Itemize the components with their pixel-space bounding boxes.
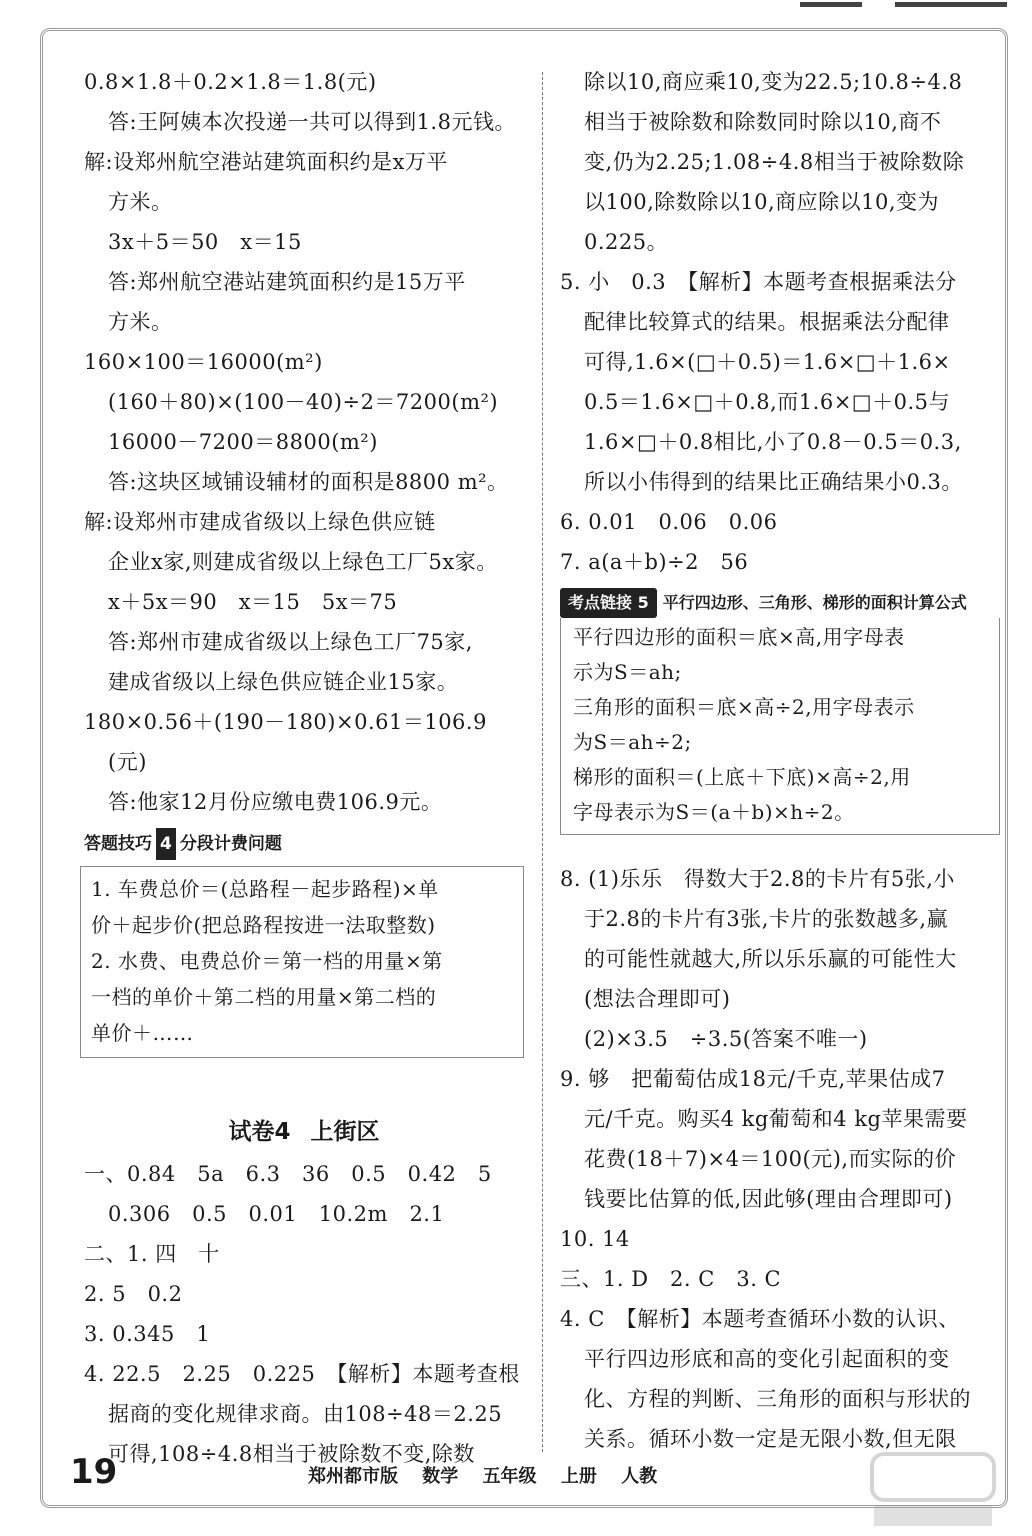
answer-line: 平行四边形底和高的变化引起面积的变 [584, 1347, 950, 1371]
footer-subject: 数学 [422, 1466, 459, 1487]
answer-line: 4. 22.5 2.25 0.225 【解析】本题考查根 [84, 1362, 520, 1386]
answer-line: 0.306 0.5 0.01 10.2m 2.1 [108, 1202, 445, 1226]
answer-line: (想法合理即可) [584, 987, 731, 1011]
answer-line: 0.5＝1.6×□＋0.8,而1.6×□＋0.5与 [584, 390, 951, 414]
answer-line: 关系。循环小数一定是无限小数,但无限 [584, 1427, 957, 1451]
answer-line: 花费(18＋7)×4＝100(元),而实际的价 [584, 1147, 957, 1171]
answer-line: 除以10,商应乘10,变为22.5;10.8÷4.8 [584, 70, 963, 94]
tip-line: 1. 车费总价＝(总路程－起步路程)×单 [91, 877, 439, 901]
kd-title: 平行四边形、三角形、梯形的面积计算公式 [662, 593, 967, 612]
answer-line: 1.6×□＋0.8相比,小了0.8－0.5＝0.3, [584, 430, 962, 454]
answer-line: 180×0.56＋(190－180)×0.61＝106.9 [84, 710, 487, 734]
answer-line: 以100,除数除以10,商应除以10,变为 [584, 190, 940, 214]
answer-line: 方米。 [108, 190, 173, 214]
answer-line: 一、0.84 5a 6.3 36 0.5 0.42 5 [84, 1162, 492, 1186]
answer-line: (160＋80)×(100－40)÷2＝7200(m²) [108, 390, 499, 414]
answer-line: 二、1. 四 十 [84, 1242, 220, 1266]
header-rule-right [895, 2, 1007, 7]
tip-line: 一档的单价＋第二档的用量×第二档的 [91, 985, 437, 1009]
section-title [84, 1110, 524, 1154]
answer-line: 答:他家12月份应缴电费106.9元。 [108, 790, 443, 814]
answer-line: 所以小伟得到的结果比正确结果小0.3。 [584, 470, 963, 494]
answer-line: 160×100＝16000(m²) [84, 350, 323, 374]
answer-line: 建成省级以上绿色供应链企业15家。 [108, 670, 459, 694]
column-divider [542, 72, 543, 1452]
answer-line: 答:王阿姨本次投递一共可以得到1.8元钱。 [108, 110, 516, 134]
tip-heading [84, 828, 524, 860]
footer-term: 上册 [560, 1466, 597, 1487]
answer-line: 7. a(a＋b)÷2 56 [560, 550, 749, 574]
answer-line: 4. C 【解析】本题考查循环小数的认识、 [560, 1307, 960, 1331]
answer-line: 9. 够 把葡萄估成18元/千克,苹果估成7 [560, 1067, 946, 1091]
answer-line: 答:这块区域铺设辅材的面积是8800 m²。 [108, 470, 509, 494]
answer-line: 3. 0.345 1 [84, 1322, 211, 1346]
right-column [560, 62, 1000, 1459]
watermark-band [874, 1506, 992, 1526]
answer-line: 8. (1)乐乐 得数大于2.8的卡片有5张,小 [560, 867, 955, 891]
watermark-frame [872, 1454, 994, 1500]
kd-label: 考点链接 5 [560, 588, 657, 618]
answer-line: 的可能性就越大,所以乐乐赢的可能性大 [584, 947, 957, 971]
answer-line: 可得,1.6×(□＋0.5)＝1.6×□＋1.6× [584, 350, 951, 374]
header-rule-left [800, 2, 862, 7]
answer-line: 据商的变化规律求商。由108÷48＝2.25 [108, 1402, 503, 1426]
answer-line: (2)×3.5 ÷3.5(答案不唯一) [584, 1027, 868, 1051]
answer-line: 0.8×1.8＋0.2×1.8＝1.8(元) [84, 70, 377, 94]
tip-badge: 4 [156, 828, 176, 860]
answer-line: 变,仍为2.25;1.08÷4.8相当于被除数除 [584, 150, 965, 174]
kd-heading [560, 588, 1000, 618]
page-number: 19 [70, 1452, 118, 1492]
tip-box [80, 866, 524, 1058]
answer-line: 元/千克。购买4 kg葡萄和4 kg苹果需要 [584, 1107, 968, 1131]
answer-line: 0.225。 [584, 230, 669, 254]
answer-line: 三、1. D 2. C 3. C [560, 1267, 782, 1291]
answer-line: 3x＋5＝50 x＝15 [108, 230, 302, 254]
answer-line: 答:郑州市建成省级以上绿色工厂75家, [108, 630, 473, 654]
footer-grade: 五年级 [482, 1466, 537, 1487]
footer-info [308, 1462, 675, 1488]
answer-line: 于2.8的卡片有3张,卡片的张数越多,赢 [584, 907, 949, 931]
kd-line: 字母表示为S＝(a＋b)×h÷2。 [573, 800, 855, 824]
tip-line: 价＋起步价(把总路程按进一法取整数) [91, 913, 436, 937]
answer-line: x＋5x＝90 x＝15 5x＝75 [108, 590, 398, 614]
answer-line: 10. 14 [560, 1227, 630, 1251]
kd-line: 平行四边形的面积＝底×高,用字母表 [573, 625, 905, 649]
answer-line: 6. 0.01 0.06 0.06 [560, 510, 778, 534]
kd-line: 示为S＝ah; [573, 660, 682, 684]
kd-box [560, 618, 1000, 835]
kd-line: 梯形的面积＝(上底＋下底)×高÷2,用 [573, 765, 911, 789]
answer-line: 16000－7200＝8800(m²) [108, 430, 378, 454]
footer-edition: 郑州都市版 [308, 1466, 398, 1487]
answer-line: 答:郑州航空港站建筑面积约是15万平 [108, 270, 466, 294]
tip-title: 分段计费问题 [179, 834, 282, 854]
kd-line: 三角形的面积＝底×高÷2,用字母表示 [573, 695, 915, 719]
answer-line: 5. 小 0.3 【解析】本题考查根据乘法分 [560, 270, 957, 294]
answer-line: 2. 5 0.2 [84, 1282, 183, 1306]
answer-line: 企业x家,则建成省级以上绿色工厂5x家。 [108, 550, 498, 574]
answer-line: 方米。 [108, 310, 173, 334]
kd-line: 为S＝ah÷2; [573, 730, 692, 754]
answer-line: 相当于被除数和除数同时除以10,商不 [584, 110, 942, 134]
answer-line: 钱要比估算的低,因此够(理由合理即可) [584, 1187, 953, 1211]
answer-line: (元) [108, 750, 147, 774]
tip-line: 单价＋…… [91, 1021, 194, 1045]
tip-label: 答题技巧 [84, 834, 152, 854]
answer-line: 化、方程的判断、三角形的面积与形状的 [584, 1387, 971, 1411]
answer-line: 配律比较算式的结果。根据乘法分配律 [584, 310, 950, 334]
section-district: 上街区 [310, 1119, 380, 1145]
left-column [84, 62, 524, 1474]
answer-line: 解:设郑州市建成省级以上绿色供应链 [84, 510, 436, 534]
footer-publisher: 人教 [621, 1466, 658, 1487]
section-paper: 试卷4 [228, 1119, 291, 1145]
answer-line: 解:设郑州航空港站建筑面积约是x万平 [84, 150, 448, 174]
tip-line: 2. 水费、电费总价＝第一档的用量×第 [91, 949, 443, 973]
watermark-logo [868, 1450, 998, 1530]
answer-line: 可得,108÷4.8相当于被除数不变,除数 [108, 1442, 475, 1466]
